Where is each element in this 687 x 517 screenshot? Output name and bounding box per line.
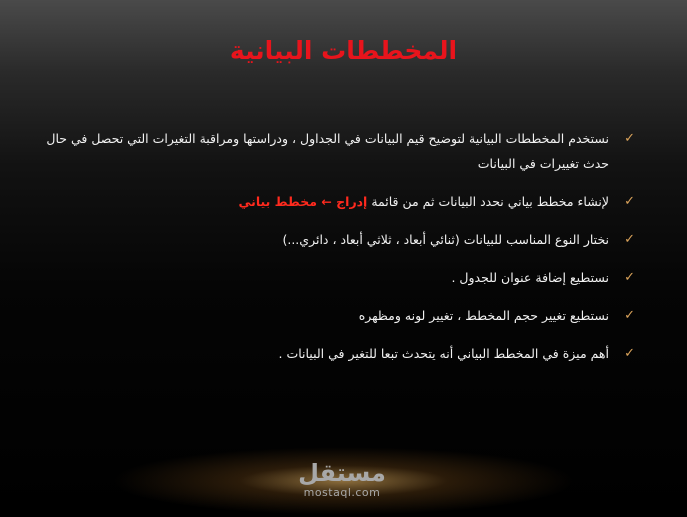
check-icon: ✓: [624, 308, 635, 323]
bullet-text: أهم ميزة في المخطط البياني أنه يتحدث تبعا للتغير في البيانات .: [278, 346, 609, 361]
bullet-text: لإنشاء مخطط بياني نحدد البيانات ثم من قائمة: [371, 194, 609, 209]
mostaql-watermark: [296, 460, 388, 500]
check-icon: ✓: [624, 232, 635, 247]
bullet-text: نختار النوع المناسب للبيانات (ثنائي أبعاد ، ثلاثي أبعاد ، دائري...): [282, 232, 609, 247]
watermark-latin: mostaql.com: [303, 486, 381, 499]
bullet-text: نستطيع إضافة عنوان للجدول .: [451, 270, 609, 285]
bullet-item: [37, 227, 637, 252]
menu-path-highlight: إدراج ← مخطط بياني: [238, 194, 368, 209]
bullet-item: [37, 126, 637, 176]
bullet-item: [37, 341, 637, 366]
watermark-arabic: مستقل: [298, 459, 386, 487]
bullet-text: نستخدم المخططات البيانية لتوضيح قيم البيانات في الجداول ، ودراستها ومراقبة التغيرات التي تحصل في حال حدث تغييرات في البيانات: [46, 131, 609, 171]
bullet-item: [37, 303, 637, 328]
bullet-list: [37, 126, 637, 379]
bullet-text: نستطيع تغيير حجم المخطط ، تغيير لونه ومظهره: [358, 308, 609, 323]
check-icon: ✓: [624, 346, 635, 361]
slide-title: المخططات البيانية: [229, 36, 458, 65]
check-icon: ✓: [624, 194, 635, 209]
check-icon: ✓: [624, 131, 635, 146]
check-icon: ✓: [624, 270, 635, 285]
bullet-item: [37, 189, 637, 214]
bullet-item: [37, 265, 637, 290]
